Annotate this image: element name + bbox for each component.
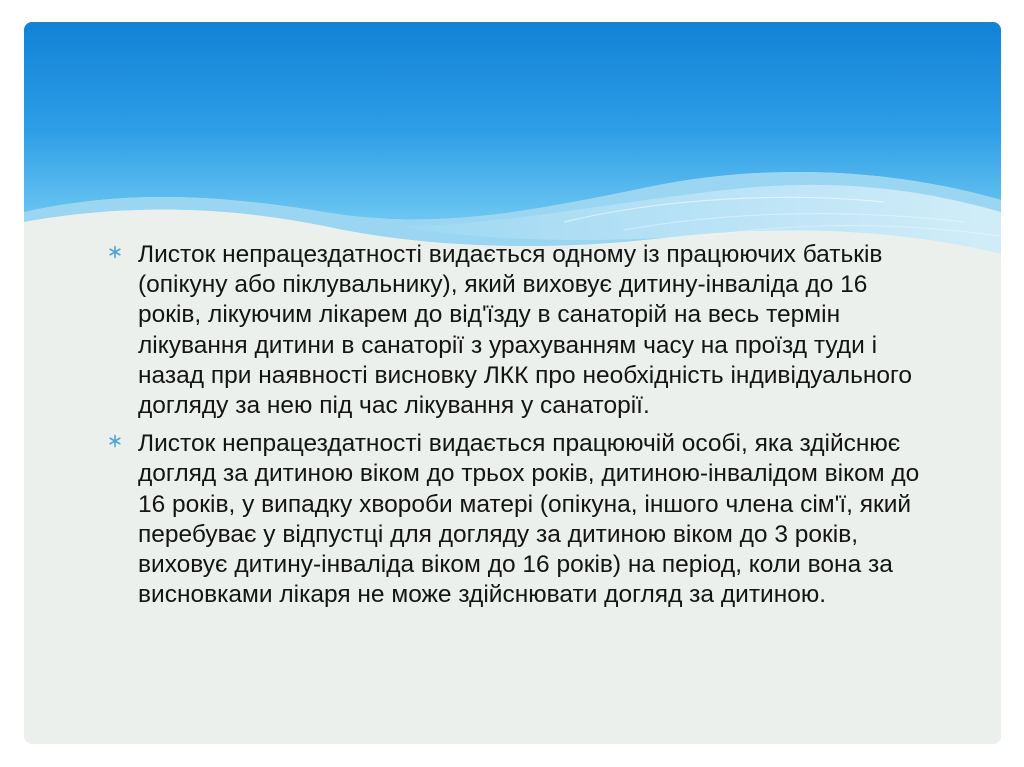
asterisk-icon: [108, 434, 122, 448]
bullet-text: Листок непрацездатності видається працюючій особі, яка здійснює догляд за дитиною віком до трьох років, дитиною-інвалідом віком до 16 років, у випадку хвороби матері (опікуна, іншого члена сім'ї, який перебуває у відпустці для догляду за дитиною віком до 3 років, виховує дитину-інваліда віком до 16 років) на період, коли вона за висновками лікаря не може здійснювати догляд за дитиною.: [138, 430, 920, 609]
asterisk-icon: [108, 245, 122, 259]
bullet-list: [108, 240, 928, 618]
list-item: [108, 429, 928, 610]
slide: [24, 22, 1001, 744]
list-item: [108, 240, 928, 421]
bullet-text: Листок непрацездатності видається одному із працюючих батьків (опікуну або піклувальнику), який виховує дитину-інваліда до 16 років, лікуючим лікарем до від'їзду в санаторій на весь термін лікування дитини в санаторії з урахуванням часу на проїзд туди і назад при наявності висновку ЛКК про необхідність індивідуального догляду за нею під час лікування у санаторії.: [138, 241, 913, 420]
